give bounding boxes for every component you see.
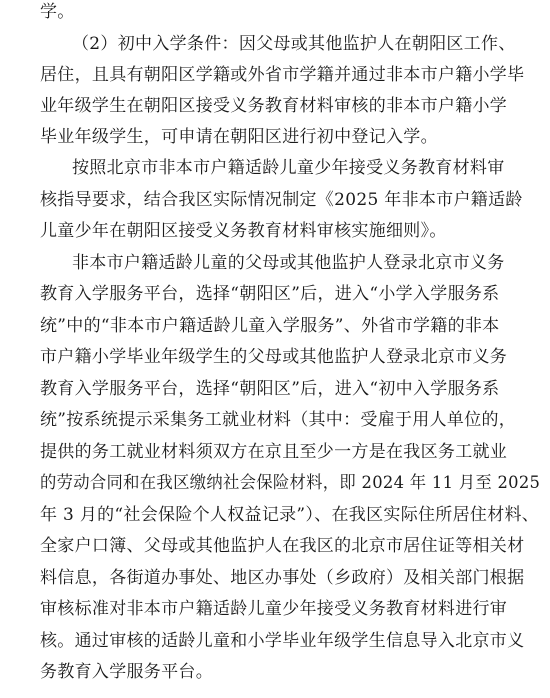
text-line: 料信息，各街道办事处、地区办事处（乡政府）及相关部门根据 bbox=[40, 568, 525, 588]
text-line: 务教育入学服务平台。 bbox=[40, 662, 213, 682]
text-line: 教育入学服务平台，选择“朝阳区”后，进入“初中入学服务系 bbox=[40, 379, 500, 399]
text-line: 非本市户籍适龄儿童的父母或其他监护人登录北京市义务 bbox=[72, 253, 505, 273]
text-line: 儿童少年在朝阳区接受义务教育材料审核实施细则》。 bbox=[40, 221, 447, 241]
text-line: 核。通过审核的适龄儿童和小学毕业年级学生信息导入北京市义 bbox=[40, 631, 525, 651]
text-line: 业年级学生在朝阳区接受义务教育材料审核的非本市户籍小学 bbox=[40, 96, 508, 116]
text-line: 全家户口簿、父母或其他监护人在我区的北京市居住证等相关材 bbox=[40, 536, 525, 556]
text-line: 学。 bbox=[40, 2, 75, 22]
text-line: 教育入学服务平台，选择“朝阳区”后，进入“小学入学服务系 bbox=[40, 284, 500, 304]
text-line: 市户籍小学毕业年级学生的父母或其他监护人登录北京市义务 bbox=[40, 347, 508, 367]
text-line: 居住，且具有朝阳区学籍或外省市学籍并通过非本市户籍小学毕 bbox=[40, 65, 525, 85]
text-line: （2）初中入学条件：因父母或其他监护人在朝阳区工作、 bbox=[72, 34, 516, 54]
text-line: 毕业年级学生，可申请在朝阳区进行初中登记入学。 bbox=[40, 127, 438, 147]
text-line: 核指导要求，结合我区实际情况制定《2025 年非本市户籍适龄 bbox=[40, 190, 523, 210]
text-line: 审核标准对非本市户籍适龄儿童少年接受义务教育材料进行审 bbox=[40, 599, 508, 619]
text-line: 年 3 月的“社会保险个人权益记录”）、在我区实际住所居住材料、 bbox=[40, 505, 540, 525]
text-line: 的劳动合同和在我区缴纳社会保险材料，即 2024 年 11 月至 2025 bbox=[40, 473, 541, 493]
text-line: 按照北京市非本市户籍适龄儿童少年接受义务教育材料审 bbox=[72, 158, 505, 178]
text-line: 提供的务工就业材料须双方在京且至少一方是在我区务工就业 bbox=[40, 442, 508, 462]
text-line: 统”按系统提示采集务工就业材料（其中：受雇于用人单位的， bbox=[40, 410, 517, 430]
text-line: 统”中的“非本市户籍适龄儿童入学服务”、外省市学籍的非本 bbox=[40, 316, 500, 336]
